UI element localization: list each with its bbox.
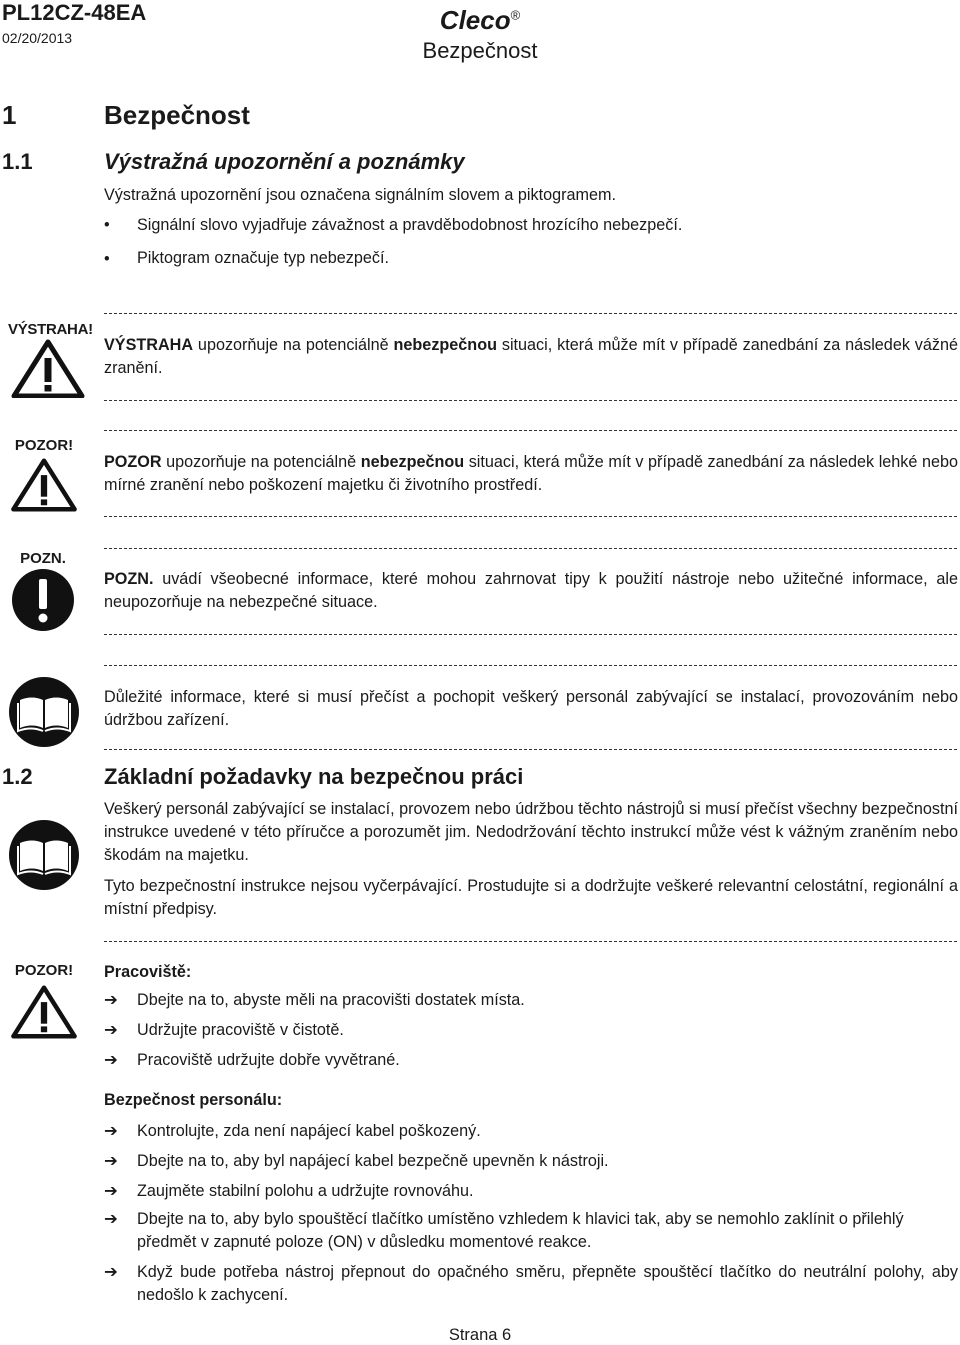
header-section-title: Bezpečnost bbox=[422, 38, 538, 63]
arrow-icon: ➔ bbox=[104, 1210, 118, 1228]
registered-mark: ® bbox=[510, 7, 521, 23]
separator-line bbox=[104, 430, 957, 431]
arrow-icon: ➔ bbox=[104, 1182, 118, 1200]
warning-text-part: situaci, která může mít v případě zanedbání za následek vážné zranění. bbox=[104, 336, 958, 377]
caution-keyword: POZOR bbox=[104, 453, 162, 471]
brand-name: Cleco bbox=[439, 5, 511, 35]
exclamation-circle-icon bbox=[8, 567, 78, 633]
note-text bbox=[104, 568, 958, 614]
section-1-1-number: 1.1 bbox=[2, 149, 33, 174]
personal-safety-item: Zaujměte stabilní polohu a udržujte rovnováhu. bbox=[137, 1182, 474, 1200]
personal-safety-item: Dbejte na to, aby byl napájecí kabel bezpečně upevněn k nástroji. bbox=[137, 1152, 609, 1170]
warning-keyword: VÝSTRAHA bbox=[104, 336, 194, 354]
separator-line bbox=[104, 313, 957, 314]
arrow-icon: ➔ bbox=[104, 1122, 118, 1140]
document-date: 02/20/2013 bbox=[2, 30, 73, 46]
warning-text bbox=[104, 334, 958, 380]
chapter-number: 1 bbox=[2, 100, 17, 130]
warning-text-part: upozorňuje na potenciálně bbox=[193, 336, 394, 354]
warning-triangle-icon bbox=[8, 338, 88, 398]
caution-emphasis: nebezpečnou bbox=[360, 453, 465, 471]
document-model: PL12CZ-48EA bbox=[2, 0, 147, 25]
section-1-2-paragraph: Tyto bezpečnostní instrukce nejsou vyčerpávající. Prostudujte si a dodržujte veškeré relevantní celostátní, regionální a místní předpisy. bbox=[104, 877, 958, 918]
separator-line bbox=[104, 548, 957, 549]
book-icon bbox=[8, 676, 80, 748]
note-keyword: POZN. bbox=[104, 570, 154, 588]
caution-icon bbox=[8, 962, 80, 1050]
section-1-1-title: Výstražná upozornění a poznámky bbox=[104, 149, 465, 174]
section-1-2-paragraph: Veškerý personál zabývající se instalací, provozem nebo údržbou těchto nástrojů si musí přečíst všechny bezpečnostní instrukce uvedené v této příručce a porozumět jim. Nedodržování těchto instrukcí může vést k vážným zraněním nebo škodám na majetku. bbox=[104, 800, 958, 864]
personal-safety-item: Když bude potřeba nástroj přepnout do opačného směru, přepněte spouštěcí tlačítko do neutrální polohy, aby nedošlo k zachycení. bbox=[137, 1263, 958, 1304]
warning-emphasis: nebezpečnou bbox=[393, 336, 497, 354]
read-manual-icon bbox=[8, 819, 80, 896]
caution-triangle-icon bbox=[8, 979, 80, 1045]
personal-safety-heading: Bezpečnost personálu: bbox=[104, 1091, 283, 1109]
arrow-icon: ➔ bbox=[104, 1152, 118, 1170]
bullet-item: Signální slovo vyjadřuje závažnost a pravděbodobnost hrozícího nebezpečí. bbox=[137, 216, 683, 234]
caution-text-part: upozorňuje na potenciálně bbox=[161, 453, 361, 471]
separator-line bbox=[104, 400, 957, 401]
page-number: Strana 6 bbox=[448, 1326, 512, 1344]
separator-line bbox=[104, 634, 957, 635]
bullet-marker: • bbox=[104, 216, 110, 234]
workplace-item: Udržujte pracoviště v čistotě. bbox=[137, 1021, 344, 1039]
read-manual-icon bbox=[8, 676, 80, 753]
note-icon bbox=[8, 550, 78, 638]
bullet-item: Piktogram označuje typ nebezpečí. bbox=[137, 249, 389, 267]
caution-icon-label: POZOR! bbox=[14, 437, 74, 454]
caution-text bbox=[104, 451, 958, 497]
personal-safety-item: Dbejte na to, aby bylo spouštěcí tlačítko umístěno vzhledem k hlavici tak, aby se nemohlo zaklínit o přilehlý předmět v zapnuté poloze (ON) v důsledku momentové reakce. bbox=[137, 1210, 904, 1251]
warning-icon bbox=[8, 321, 93, 403]
caution-icon-label: POZOR! bbox=[14, 962, 74, 979]
note-text-part: uvádí všeobecné informace, které mohou zahrnovat tipy k použití nástroje nebo užitečné informace, ale neupozorňuje na nebezpečné situace. bbox=[104, 570, 958, 611]
brand-logo bbox=[0, 5, 960, 36]
manual-text: Důležité informace, které si musí přečíst a pochopit veškerý personál zabývající se instalací, provozováním nebo údržbou zařízení. bbox=[104, 688, 958, 729]
arrow-icon: ➔ bbox=[104, 1051, 118, 1069]
arrow-icon: ➔ bbox=[104, 991, 118, 1009]
bullet-marker: • bbox=[104, 250, 110, 268]
note-icon-label: POZN. bbox=[20, 550, 66, 567]
separator-line bbox=[104, 941, 957, 942]
workplace-item: Dbejte na to, abyste měli na pracovišti dostatek místa. bbox=[137, 991, 525, 1009]
chapter-title: Bezpečnost bbox=[104, 100, 250, 130]
book-icon bbox=[8, 819, 80, 891]
caution-triangle-icon bbox=[8, 454, 80, 516]
arrow-icon: ➔ bbox=[104, 1021, 118, 1039]
personal-safety-item: Kontrolujte, zda není napájecí kabel poškozený. bbox=[137, 1122, 481, 1140]
separator-line bbox=[104, 749, 957, 750]
section-1-1-intro: Výstražná upozornění jsou označena signálním slovem a piktogramem. bbox=[104, 186, 616, 204]
caution-text-part: situaci, která může mít v případě zanedbání za následek lehké nebo mírné zranění nebo poškození majetku či životního prostředí. bbox=[104, 453, 958, 494]
arrow-icon: ➔ bbox=[104, 1263, 118, 1281]
warning-icon-label: VÝSTRAHA! bbox=[8, 321, 93, 338]
separator-line bbox=[104, 516, 957, 517]
workplace-item: Pracoviště udržujte dobře vyvětrané. bbox=[137, 1051, 400, 1069]
caution-icon bbox=[8, 437, 80, 521]
section-1-2-number: 1.2 bbox=[2, 764, 33, 789]
section-1-2-title: Základní požadavky na bezpečnou práci bbox=[104, 764, 524, 789]
separator-line bbox=[104, 665, 957, 666]
workplace-heading: Pracoviště: bbox=[104, 963, 192, 981]
